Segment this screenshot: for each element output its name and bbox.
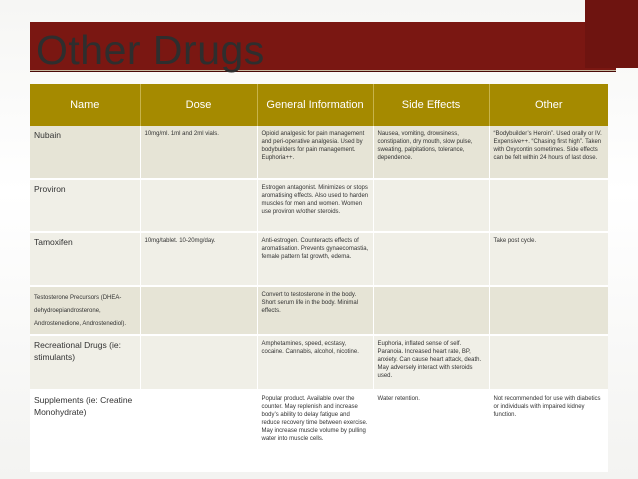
cell-dose <box>140 179 257 232</box>
cell-other: Not recommended for use with diabetics or individuals with impaired kidney function. <box>489 390 608 471</box>
cell-other <box>489 286 608 335</box>
cell-general: Popular product. Available over the counter. May replenish and increase body’s ability to delay fatigue and reduce recovery time between exercise. May increase muscle volume by pulling water into muscle cells. <box>257 390 373 471</box>
cell-general: Anti-estrogen. Counteracts effects of aromatisation. Prevents gynaecomastia, female pattern fat growth, edema. <box>257 232 373 286</box>
cell-general: Estrogen antagonist. Minimizes or stops aromatising effects. Also used to harden muscles for men and women. Women use proviron w/other steroids. <box>257 179 373 232</box>
cell-dose <box>140 335 257 390</box>
cell-dose: 10mg/tablet. 10-20mg/day. <box>140 232 257 286</box>
cell-general: Convert to testosterone in the body. Short serum life in the body. Minimal effects. <box>257 286 373 335</box>
cell-other: “Bodybuilder’s Heroin”. Used orally or IV. Expensive++. “Chasing first high”. Taken with Oxycontin sometimes. Side effects can be felt within 24 hours of last dose. <box>489 126 608 179</box>
title-band-corner <box>585 0 638 68</box>
cell-other: Take post cycle. <box>489 232 608 286</box>
table-header-row <box>30 84 608 126</box>
drugs-table <box>30 84 608 472</box>
cell-other <box>489 335 608 390</box>
header-name: Name <box>30 84 140 126</box>
header-side-effects: Side Effects <box>373 84 489 126</box>
table-row <box>30 126 608 179</box>
cell-name <box>30 286 140 335</box>
cell-side-effects <box>373 232 489 286</box>
cell-dose: 10mg/ml. 1ml and 2ml vials. <box>140 126 257 179</box>
cell-name: Recreational Drugs (ie: stimulants) <box>30 335 140 390</box>
header-general-information: General Information <box>257 84 373 126</box>
header-other: Other <box>489 84 608 126</box>
table-row <box>30 179 608 232</box>
cell-dose <box>140 286 257 335</box>
header-dose: Dose <box>140 84 257 126</box>
table-row <box>30 286 608 335</box>
table-row <box>30 390 608 471</box>
cell-side-effects <box>373 286 489 335</box>
cell-side-effects: Euphoria, inflated sense of self. Paranoia. Increased heart rate, BP, anxiety. Can cause heart attack, death. May adversely interact with steroids used. <box>373 335 489 390</box>
cell-general: Opioid analgesic for pain management and peri-operative analgesia. Used by bodybuilders for pain management. Euphoria++. <box>257 126 373 179</box>
cell-side-effects: Nausea, vomiting, drowsiness, constipation, dry mouth, slow pulse, sweating, palpitations, tolerance, dependence. <box>373 126 489 179</box>
table-row <box>30 335 608 390</box>
cell-name: Tamoxifen <box>30 232 140 286</box>
cell-name-small: Testosterone Precursors (DHEA-dehydroepiandrosterone, Androstenedione, Androstenediol). <box>34 295 127 327</box>
slide-title: Other Drugs <box>36 27 265 73</box>
cell-general: Amphetamines, speed, ecstasy, cocaine. Cannabis, alcohol, nicotine. <box>257 335 373 390</box>
cell-side-effects: Water retention. <box>373 390 489 471</box>
cell-other <box>489 179 608 232</box>
cell-dose <box>140 390 257 471</box>
cell-side-effects <box>373 179 489 232</box>
cell-name: Nubain <box>30 126 140 179</box>
table-row <box>30 232 608 286</box>
cell-name: Supplements (ie: Creatine Monohydrate) <box>30 390 140 471</box>
cell-name: Proviron <box>30 179 140 232</box>
